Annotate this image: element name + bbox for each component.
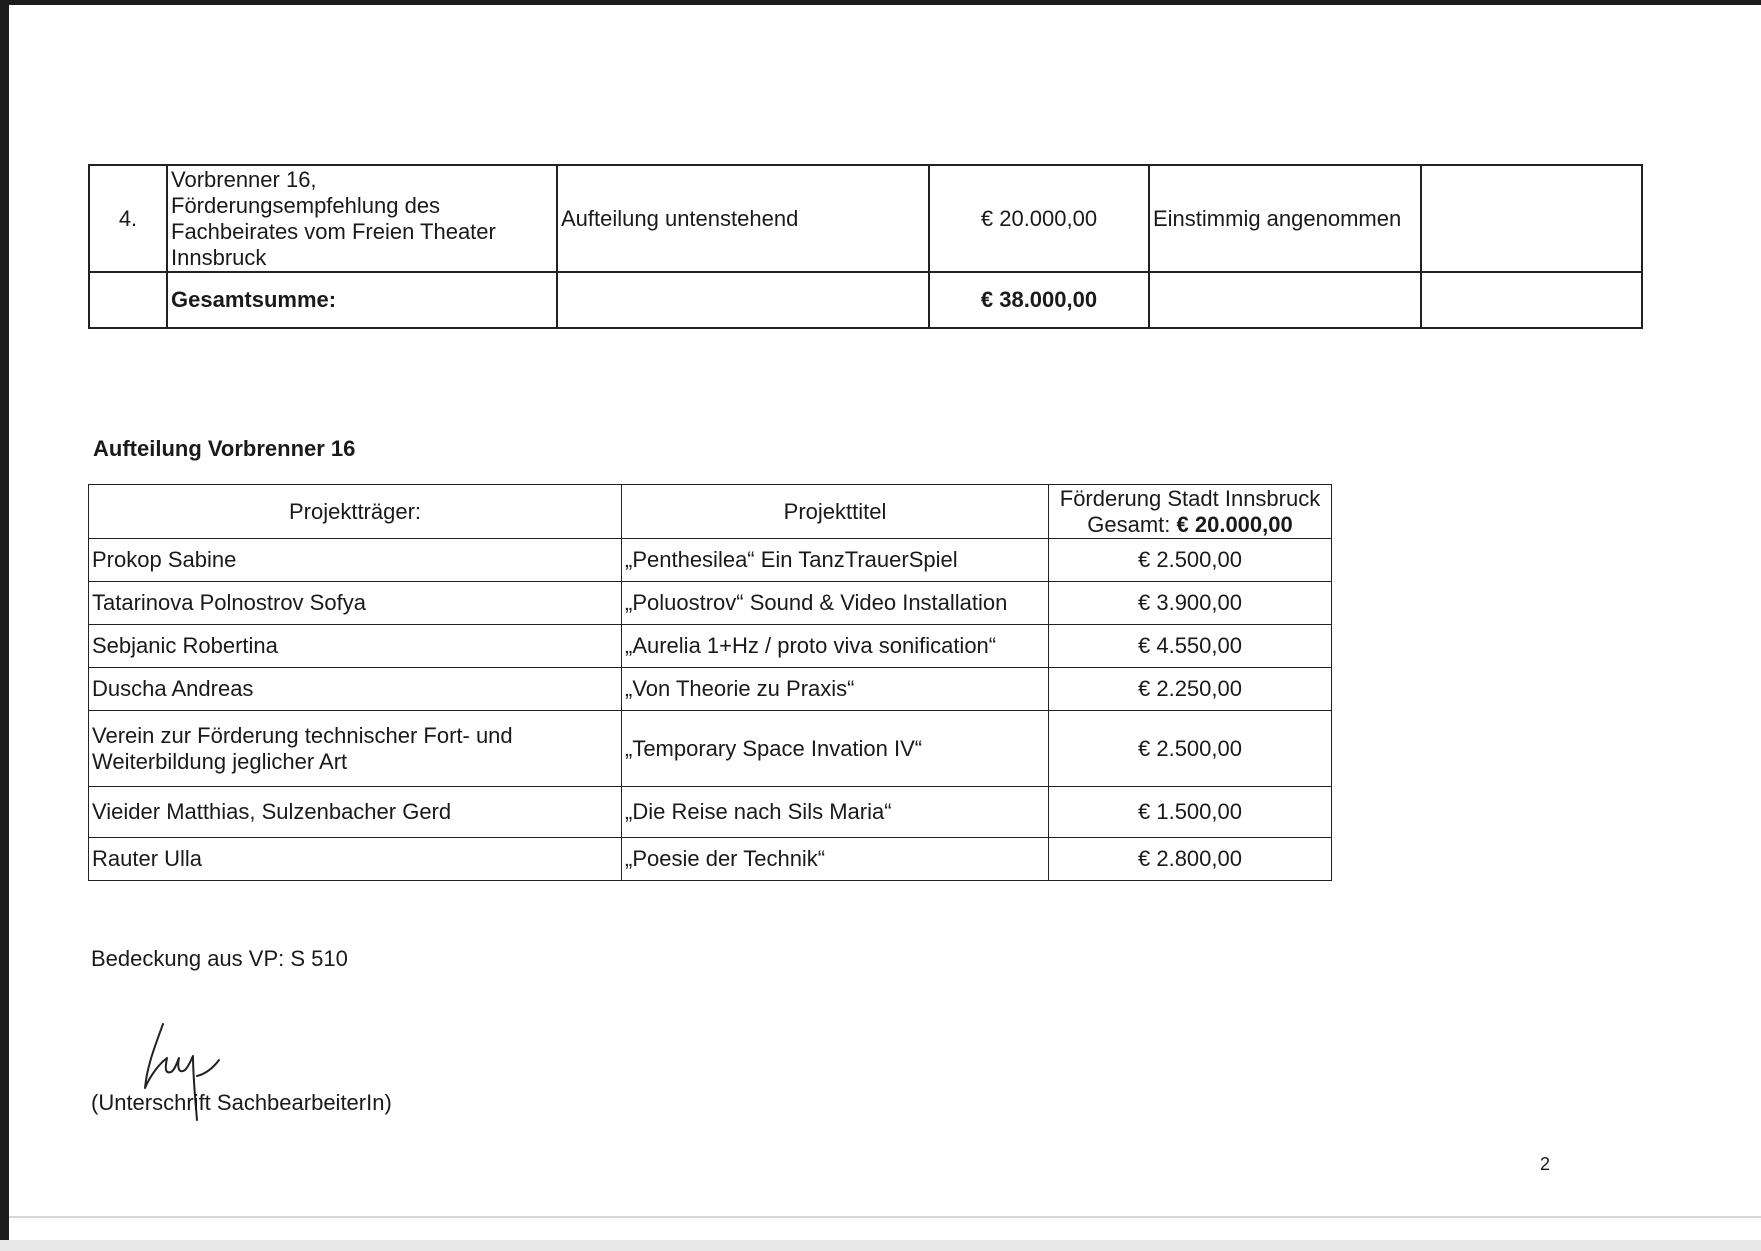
scan-line-bottom [9,1216,1761,1218]
title-cell: „Die Reise nach Sils Maria“ [622,787,1049,838]
title-cell: „Poesie der Technik“ [622,838,1049,881]
scan-border-top [0,0,1761,5]
table-row [89,838,1332,881]
carrier-cell: Vieider Matthias, Sulzenbacher Gerd [89,787,622,838]
scan-border-bottom [0,1240,1761,1251]
header-funding-total: € 20.000,00 [1176,511,1293,537]
summary-table [88,164,1643,329]
page-number: 2 [1540,1154,1551,1174]
title-cell: „Poluostrov“ Sound & Video Installation [622,582,1049,625]
total-row [89,272,1642,328]
carrier-cell: Verein zur Förderung technischer Fort- und Weiterbildung jeglicher Art [89,711,622,787]
total-empty-cell [1149,272,1421,328]
row-name-line: Innsbruck [171,244,267,270]
header-funding [1049,485,1332,539]
title-cell: „Temporary Space Invation IV“ [622,711,1049,787]
header-title: Projekttitel [622,485,1049,539]
amount-cell: € 2.250,00 [1049,668,1332,711]
signature-caption: (Unterschrift SachbearbeiterIn) [91,1090,392,1115]
header-funding-line2 [1052,512,1328,538]
row-name-line: Fachbeirates vom Freien Theater [171,218,496,244]
title-cell: „Penthesilea“ Ein TanzTrauerSpiel [622,539,1049,582]
allocation-table [88,484,1332,881]
row-name-line: Förderungsempfehlung des [171,192,441,218]
allocation-header-row [89,485,1332,539]
coverage-note: Bedeckung aus VP: S 510 [91,946,348,971]
table-row [89,711,1332,787]
row-number: 4. [89,165,167,272]
carrier-cell: Rauter Ulla [89,838,622,881]
total-empty-cell [89,272,167,328]
amount-cell: € 2.500,00 [1049,711,1332,787]
amount-cell: € 3.900,00 [1049,582,1332,625]
table-row [89,787,1332,838]
row-name [167,165,557,272]
title-cell: „Von Theorie zu Praxis“ [622,668,1049,711]
row-decision: Einstimmig angenommen [1149,165,1421,272]
table-row [89,625,1332,668]
amount-cell: € 2.500,00 [1049,539,1332,582]
carrier-cell: Tatarinova Polnostrov Sofya [89,582,622,625]
row-name-line: Vorbrenner 16, [171,166,317,192]
amount-cell: € 4.550,00 [1049,625,1332,668]
total-label: Gesamtsumme: [167,272,557,328]
row-amount: € 20.000,00 [929,165,1149,272]
header-funding-line1: Förderung Stadt Innsbruck [1059,485,1321,511]
carrier-cell: Prokop Sabine [89,539,622,582]
row-description: Aufteilung untenstehend [557,165,929,272]
table-row [89,582,1332,625]
amount-cell: € 2.800,00 [1049,838,1332,881]
table-row [89,539,1332,582]
summary-row [89,165,1642,272]
header-carrier: Projektträger: [89,485,622,539]
carrier-cell: Duscha Andreas [89,668,622,711]
table-row [89,668,1332,711]
scan-border-left [0,0,9,1251]
section-title: Aufteilung Vorbrenner 16 [93,436,356,461]
carrier-cell: Sebjanic Robertina [89,625,622,668]
total-amount: € 38.000,00 [929,272,1149,328]
total-empty-cell [557,272,929,328]
title-cell: „Aurelia 1+Hz / proto viva sonification“ [622,625,1049,668]
total-empty-cell [1421,272,1642,328]
amount-cell: € 1.500,00 [1049,787,1332,838]
row-note [1421,165,1642,272]
header-funding-prefix: Gesamt: [1087,511,1171,537]
